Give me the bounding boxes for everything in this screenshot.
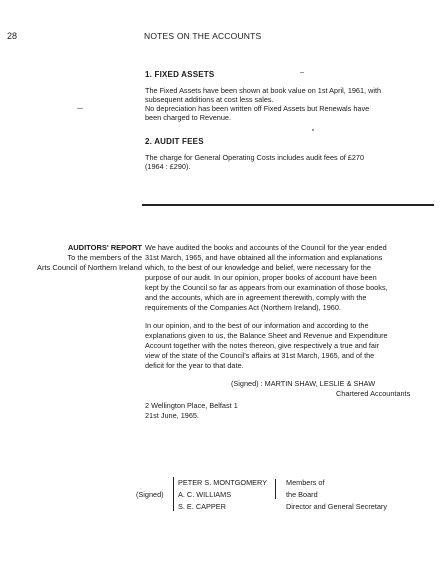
signatory-bracket-right xyxy=(275,479,276,499)
section-heading-fixed-assets: 1. FIXED ASSETS xyxy=(145,70,215,79)
auditors-report-heading: AUDITORS' REPORT xyxy=(67,243,142,252)
report-line: deficit for the year to that date. xyxy=(145,361,244,370)
section-divider xyxy=(142,204,434,206)
section-line: No depreciation has been written off Fixed Assets but Renewals have xyxy=(145,104,370,113)
report-line: view of the state of the Council's affairs at 31st March, 1965, and of the xyxy=(145,351,375,360)
section-line: (1964 : £290). xyxy=(145,162,191,171)
report-line: We have audited the books and accounts of the Council for the year ended xyxy=(145,243,387,252)
report-line: 31st March, 1965, and have obtained all the information and explanations xyxy=(145,253,383,262)
signed-label: (Signed) xyxy=(136,490,164,499)
signatory-name: A. C. WILLIAMS xyxy=(178,490,232,499)
auditor-role: Chartered Accountants xyxy=(336,389,411,398)
signatory-role: Members of xyxy=(286,478,325,487)
report-line: explanations given to us, the Balance Sheet and Revenue and Expenditure xyxy=(145,331,388,340)
signatory-role: the Board xyxy=(286,490,318,499)
report-line: and the accounts, which are in agreement therewith, comply with the xyxy=(145,293,367,302)
report-line: Account together with the notes thereon, give respectively a true and fair xyxy=(145,341,380,350)
report-line: kept by the Council so far as appears from our examination of those books, xyxy=(145,283,388,292)
report-line: which, to the best of our knowledge and belief, were necessary for the xyxy=(145,263,371,272)
scan-speck xyxy=(312,129,314,131)
section-line: subsequent additions at cost less sales. xyxy=(145,95,274,104)
scan-speck xyxy=(77,108,83,109)
page-title: NOTES ON THE ACCOUNTS xyxy=(144,31,262,41)
signatory-name: S. E. CAPPER xyxy=(178,502,226,511)
scan-speck xyxy=(300,72,304,73)
report-line: requirements of the Companies Act (Northern Ireland), 1960. xyxy=(145,303,341,312)
signatory-bracket-left xyxy=(173,477,174,511)
addressee-line: Arts Council of Northern Ireland xyxy=(36,263,142,272)
page-number: 28 xyxy=(7,31,18,41)
section-line: The charge for General Operating Costs includes audit fees of £270 xyxy=(145,153,365,162)
auditor-address: 2 Wellington Place, Belfast 1 xyxy=(145,401,238,410)
section-line: been charged to Revenue. xyxy=(145,113,232,122)
report-line: In our opinion, and to the best of our information and according to the xyxy=(145,321,369,330)
addressee-line: To the members of the xyxy=(67,253,142,262)
auditor-signature: (Signed) : MARTIN SHAW, LESLIE & SHAW xyxy=(231,379,376,388)
section-line: The Fixed Assets have been shown at book value on 1st April, 1961, with xyxy=(145,86,382,95)
section-heading-audit-fees: 2. AUDIT FEES xyxy=(145,137,204,146)
report-date: 21st June, 1965. xyxy=(145,411,199,420)
report-line: purpose of our audit. In our opinion, proper books of account have been xyxy=(145,273,377,282)
signatory-name: PETER S. MONTGOMERY xyxy=(178,478,268,487)
signatory-role: Director and General Secretary xyxy=(286,502,387,511)
